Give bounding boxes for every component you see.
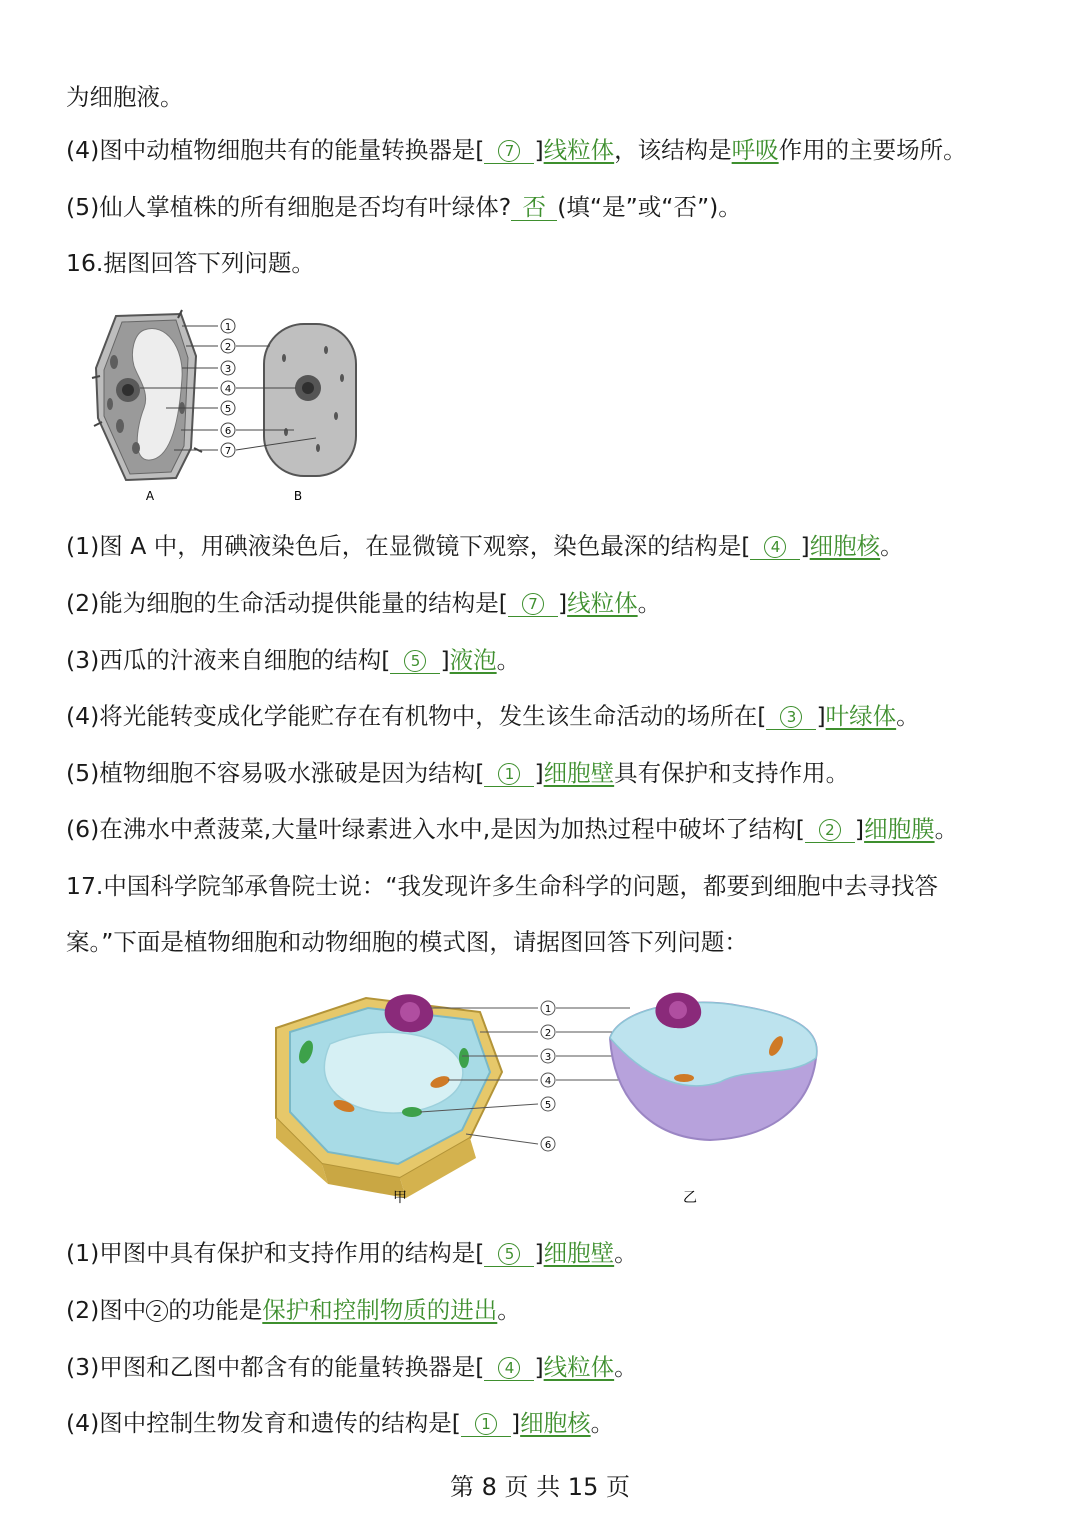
- text: 。: [497, 1296, 521, 1324]
- answer-blank[interactable]: 否: [511, 194, 557, 221]
- text: 的功能是: [168, 1296, 263, 1324]
- answer-text: 细胞核: [520, 1409, 591, 1437]
- text: ，该结构是: [614, 136, 732, 164]
- answer-text: 细胞膜: [864, 815, 935, 843]
- answer-blank[interactable]: [750, 533, 800, 560]
- answer-blank[interactable]: [390, 647, 440, 674]
- bracket: ]: [854, 815, 865, 843]
- question-4-mitochondria: [66, 133, 1050, 167]
- bracket: ]: [534, 1353, 544, 1381]
- text: 为细胞液。: [66, 83, 184, 111]
- answer-blank[interactable]: [508, 590, 558, 617]
- text: (1)图 A 中，用碘液染色后，在显微镜下观察，染色最深的结构是[: [66, 532, 751, 560]
- question-17-1: [66, 1236, 1050, 1270]
- label-3: 3: [224, 364, 232, 375]
- caption-b: B: [293, 489, 303, 503]
- answer-line-1: [66, 80, 1050, 114]
- answer-blank[interactable]: [484, 760, 534, 787]
- circled-number: 5: [404, 650, 426, 672]
- bracket: ]: [816, 702, 826, 730]
- caption-jia: 甲: [393, 1190, 407, 1206]
- answer-blank[interactable]: [484, 137, 534, 164]
- text: 。: [614, 1353, 638, 1381]
- chloroplast: [107, 398, 113, 410]
- question-16-3: [66, 643, 1050, 677]
- caption-yi: 乙: [683, 1190, 697, 1206]
- text: 。: [614, 1239, 638, 1267]
- text: 。: [896, 702, 920, 730]
- circled-number: 7: [498, 140, 520, 162]
- chloroplast: [459, 1048, 469, 1068]
- question-17-title-2: [66, 925, 1050, 959]
- text: (3)甲图和乙图中都含有的能量转换器是[: [66, 1353, 485, 1381]
- text: 。: [934, 815, 959, 843]
- text: 。: [880, 532, 904, 560]
- text: (填“是”或“否”)。: [557, 193, 742, 221]
- answer-blank[interactable]: [766, 703, 816, 730]
- question-17-3: [66, 1350, 1050, 1384]
- bracket: ]: [510, 1409, 521, 1437]
- text: (4)图中控制生物发育和遗传的结构是[: [66, 1409, 461, 1437]
- bracket: ]: [800, 532, 810, 560]
- question-16-1: [66, 529, 1050, 563]
- text: (5)仙人掌植株的所有细胞是否均有叶绿体?: [66, 193, 512, 221]
- plant-vacuole: [324, 1032, 462, 1113]
- answer-text: 叶绿体: [825, 702, 897, 730]
- animal-nucleolus: [302, 382, 314, 394]
- bracket: ]: [557, 589, 568, 617]
- animal-nucleolus: [669, 1001, 687, 1019]
- answer-blank[interactable]: [461, 1410, 511, 1437]
- bracket: ]: [534, 759, 544, 787]
- chloroplast: [110, 355, 118, 369]
- circled-number: 4: [498, 1357, 520, 1379]
- answer-text: 线粒体: [543, 136, 615, 164]
- circled-number: 1: [475, 1413, 497, 1435]
- text: 。: [590, 1409, 615, 1437]
- label-2: 2: [544, 1028, 552, 1039]
- circled-number: 2: [146, 1300, 168, 1322]
- label-5: 5: [224, 404, 232, 415]
- figure-cells-jia-yi: [270, 988, 830, 1210]
- question-16-6: [66, 812, 1050, 846]
- circled-number: 5: [498, 1243, 520, 1265]
- circled-number: 3: [780, 706, 802, 728]
- label-7: 7: [224, 446, 232, 457]
- answer-text: 呼吸: [731, 136, 779, 164]
- circled-number: 4: [764, 536, 786, 558]
- text: (4)图中动植物细胞共有的能量转换器是[: [66, 136, 485, 164]
- text: 17.中国科学院邹承鲁院士说：“我发现许多生命科学的问题，都要到细胞中去寻找答: [66, 872, 939, 900]
- labels-jia: [541, 1001, 555, 1151]
- text: 案。”下面是植物细胞和动物细胞的模式图，请据图回答下列问题：: [66, 928, 748, 956]
- answer-text: 细胞壁: [543, 1239, 615, 1267]
- bracket: ]: [534, 1239, 544, 1267]
- figure-cells-ab: [86, 308, 376, 508]
- circled-number: 1: [498, 763, 520, 785]
- question-17-2: [66, 1293, 1050, 1327]
- answer-blank[interactable]: [805, 816, 855, 843]
- circled-number: 7: [522, 593, 544, 615]
- mitochondrion: [674, 1074, 694, 1082]
- nucleolus: [122, 384, 134, 396]
- text: (3)西瓜的汁液来自细胞的结构[: [66, 646, 391, 674]
- label-6: 6: [544, 1140, 552, 1151]
- answer-blank[interactable]: [484, 1240, 534, 1267]
- text: (2)图中: [66, 1296, 147, 1324]
- chloroplast: [132, 442, 140, 454]
- caption-a: A: [145, 489, 155, 503]
- text: (6)在沸水中煮菠菜,大量叶绿素进入水中,是因为加热过程中破坏了结构[: [66, 815, 805, 843]
- question-17-4: [66, 1406, 1050, 1440]
- question-5-cactus: [66, 190, 1050, 224]
- question-17-title-1: [66, 869, 1050, 903]
- answer-text: 线粒体: [567, 589, 638, 617]
- answer-text: 线粒体: [543, 1353, 615, 1381]
- answer-blank[interactable]: [484, 1354, 534, 1381]
- answer-text: 细胞壁: [543, 759, 615, 787]
- chloroplast: [402, 1107, 422, 1117]
- chloroplast: [116, 419, 124, 433]
- question-16-2: [66, 586, 1050, 620]
- question-16-4: [66, 699, 1050, 733]
- text: 。: [496, 646, 521, 674]
- page-footer: 第 8 页 共 15 页: [450, 1473, 630, 1501]
- label-6: 6: [224, 426, 232, 437]
- labels-a: [221, 319, 235, 457]
- text: 。: [637, 589, 662, 617]
- label-1: 1: [224, 322, 232, 333]
- answer-text: 液泡: [449, 646, 497, 674]
- question-16-title: [66, 246, 1050, 280]
- bracket: ]: [440, 646, 450, 674]
- label-3: 3: [544, 1052, 552, 1063]
- text: 作用的主要场所。: [778, 136, 967, 164]
- label-4: 4: [544, 1076, 552, 1087]
- label-5: 5: [544, 1100, 552, 1111]
- text: 16.据图回答下列问题。: [66, 249, 315, 277]
- text: (1)甲图中具有保护和支持作用的结构是[: [66, 1239, 485, 1267]
- text: (4)将光能转变成化学能贮存在有机物中，发生该生命活动的场所在[: [66, 702, 767, 730]
- text: 具有保护和支持作用。: [614, 759, 850, 787]
- label-1: 1: [544, 1004, 552, 1015]
- question-16-5: [66, 756, 1050, 790]
- text: (5)植物细胞不容易吸水涨破是因为结构[: [66, 759, 485, 787]
- label-2: 2: [224, 342, 232, 353]
- answer-text: 细胞核: [809, 532, 881, 560]
- plant-nucleolus: [400, 1002, 420, 1022]
- answer-text: 保护和控制物质的进出: [262, 1296, 498, 1324]
- text: (2)能为细胞的生命活动提供能量的结构是[: [66, 589, 508, 617]
- circled-number: 2: [819, 819, 841, 841]
- label-4: 4: [224, 384, 232, 395]
- bracket: ]: [534, 136, 544, 164]
